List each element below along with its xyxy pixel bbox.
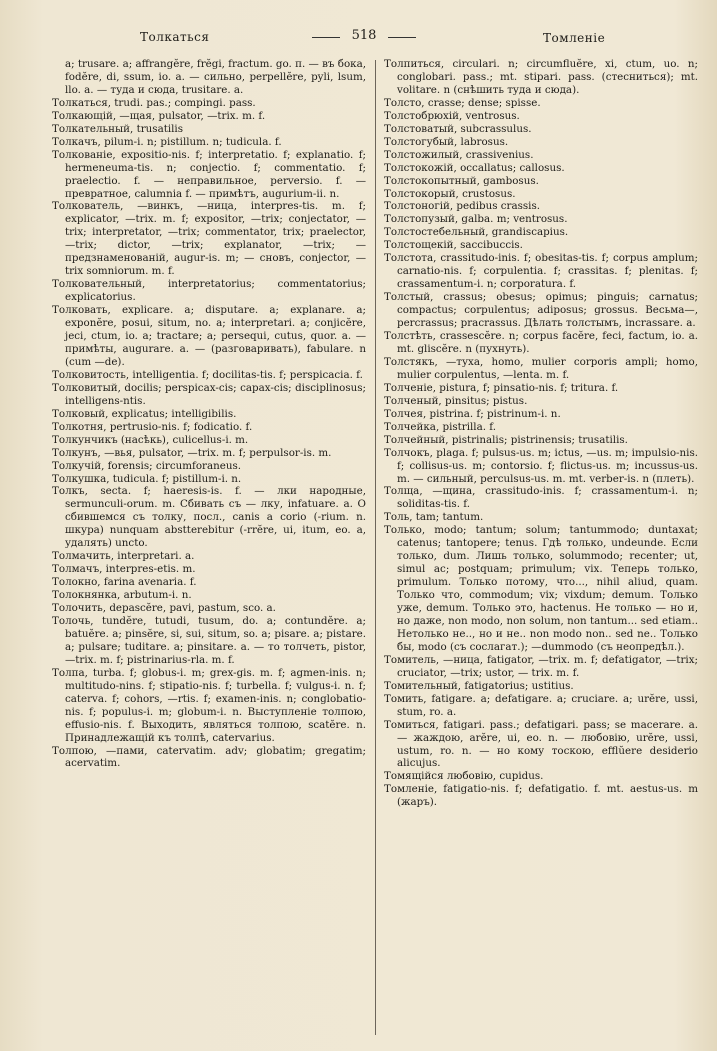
dictionary-entry: Томительный, fatigatorius; ustitius. <box>384 679 574 692</box>
dictionary-entry: Толкотня, pertrusio-nis. f; fodicatio. f. <box>52 420 253 433</box>
running-head-left: Толкаться <box>140 30 210 44</box>
dictionary-entry: Толочить, depascĕre, pavi, pastum, sco. a. <box>52 602 276 615</box>
dictionary-entry: Толкованіе, expositio-nis. f; interpretatio. f; explanatio. f; hermeneuma-tis. n; conjectio. f; commentatio. f; praelectio. f. — неправильное, perversio. f. — превратное, calumnia f. — примѣтъ, augurium-ii. n. <box>52 148 366 200</box>
dictionary-entry: Томящійся любовію, cupidus. <box>384 770 544 783</box>
dictionary-entry: Толковать, explicare. a; disputare. a; explanare. a; exponĕre, posui, situm, no. a; interpretari. a; conjicĕre, jeci, ctum, io. a; tractare; a; persequi, cutus, quor. a. — примѣты, augurare. a. — (разговаривать), fabulare. n (cum —de). <box>52 304 366 368</box>
dictionary-entry: Толковый, explicatus; intelligibilis. <box>52 407 237 420</box>
dictionary-entry: Толчея, pistrina. f; pistrinum-i. n. <box>384 407 561 420</box>
dictionary-entry: Томитель, —ница, fatigator, —trix. m. f; defatigator, —trix; cruciator, —trix; ustor, — trix. m. f. <box>384 653 698 679</box>
dictionary-entry: Толстогубый, labrosus. <box>384 135 509 148</box>
dictionary-entry: Толстота, crassitudo-inis. f; obesitas-tis. f; corpus amplum; carnatio-nis. f; corpulentia. f; crassitas. f; plenitas. f; crassamentum-i. n; corporatura. f. <box>384 252 698 291</box>
dictionary-entry: Толкушка, tudicula. f; pistillum-i. n. <box>52 472 242 485</box>
dictionary-entry: Толчейка, pistrilla. f. <box>384 420 497 433</box>
dictionary-entry: Толстый, crassus; obesus; opimus; pinguis; carnatus; compactus; corpulentus; adiposus; grossus. Весьма—, percrassus; pracrassus. Дѣлать толстымъ, incrassare. a. <box>384 291 698 330</box>
dictionary-entry: Толкователь, —винкъ, —ница, interpres-tis. m. f; explicator, —trix. m. f; expositor, —trix; conjectator, —trix; interpretator, —trix; commentator, trix; praelector, —trix; dictor, —trix; explanator, —trix; — предзнаменованій, augur-is. m; — сновъ, conjector, —trix somniorum. m. f. <box>52 200 366 278</box>
dictionary-entry: Толстощекій, saccibuccis. <box>384 239 523 252</box>
dictionary-entry: Толстоватый, subcrassulus. <box>384 122 532 135</box>
page-header <box>0 30 717 50</box>
dictionary-entry: Толща, —щина, crassitudo-inis. f; crassamentum-i. n; soliditas-tis. f. <box>384 485 698 511</box>
dictionary-entry: Толстокопытный, gambosus. <box>384 174 539 187</box>
dictionary-entry: Толкательный, trusatilis <box>52 122 184 135</box>
dictionary-entry: Только, modo; tantum; solum; tantummodo; duntaxat; catenus; tantopere; tenus. Гдѣ только, undeunde. Если только, dum. Лишь только, solummodo; recenter; ut, simul ac; postquam; primulum; vix. Теперь только, primulum. Только потому, что..., nihil aliud, quam. Только что, commodum; vix; vixdum; demum. Только уже, demum. Только это, hactenus. Не только — но и, но даже, non modo, non solum, non tantum... sed etiam.. Нетолько не.., но и не.. non modo non.. sed ne.. Только бы, modo (съ сослагат.); —dummodo (съ неопредѣл.). <box>384 524 698 653</box>
dictionary-entry: Толстоногій, pedibus crassis. <box>384 200 541 213</box>
dictionary-entry: Толковитость, intelligentia. f; docilitas-tis. f; perspicacia. f. <box>52 368 363 381</box>
dictionary-entry: Толстостебельный, grandiscapius. <box>384 226 569 239</box>
dictionary-entry: Толмачить, interpretari. a. <box>52 550 195 563</box>
dictionary-entry: Толстожилый, crassivenius. <box>384 148 534 161</box>
dictionary-entry: Толкунчикъ (насѣкь), culicellus-i. m. <box>52 433 249 446</box>
dictionary-entry: Толочь, tundĕre, tutudi, tusum, do. a; contundĕre. a; batuĕre. a; pinsĕre, si, sui, situm, so. a; pisare. a; pistare. a; pulsare; tuditare. a; pinsitare. a. — то толчеть, pistor, —trix. m. f; pistrinarius-rla. m. f. <box>52 614 366 666</box>
dictionary-entry: Толченый, pinsitus; pistus. <box>384 394 528 407</box>
dictionary-entry: Толкунъ, —вья, pulsator, —trix. m. f; perpulsor-is. m. <box>52 446 332 459</box>
dictionary-entry: Толстокожій, occallatus; callosus. <box>384 161 565 174</box>
dictionary-entry: Толковательный, interpretatorius; commentatorius; explicatorius. <box>52 278 366 304</box>
dictionary-entry: Толкъ, secta. f; haeresis-is. f. — лки народные, sermunculi-orum. m. Сбивать съ — лку, infatuare. a. О сбившемся съ толку, посл., canis a corio (-rium. n. шкура) nunquam abstterebitur (-rrĕre, ui, itum, eo. a, удалять) uncto. <box>52 485 366 550</box>
dictionary-entry: Толстѣть, crassescĕre. n; corpus facĕre, feci, factum, io. a. mt. gliscĕre. n (пухнуть). <box>384 330 698 355</box>
dictionary-entry: Толь, tam; tantum. <box>384 511 484 524</box>
dictionary-entry: Томиться, fatigari. pass.; defatigari. pass; se macerare. a. — жаждою, arĕre, ui, eo. n. — любовію, urĕre, ussi, ustum, ro. n. — но кому тоскою, efflŭere desiderio alicujus. <box>384 718 698 770</box>
dictionary-entry: Толкающій, —щая, pulsator, —trix. m. f. <box>52 109 266 122</box>
dictionary-entry: Толпою, —пами, catervatim. adv; globatim; gregatim; acervatim. <box>52 744 366 770</box>
column-divider <box>375 60 376 1035</box>
dictionary-entry: Толпа, turba. f; globus-i. m; grex-gis. m. f; agmen-inis. n; multitudo-nins. f; stipatio-nis. f; turbella. f; vulgus-i. n. f; caterva. f; cohors, —rtis. f; examen-inis. n; conglobatio-nis. f; populus-i. m; globum-i. n. Выступленіе толпою, effusio-nis. f. Выходить, являться толпою, scatĕre. n. Принадлежащій къ толпѣ, catervarius. <box>52 666 366 744</box>
dictionary-entry: Толковитый, docilis; perspicax-cis; capax-cis; disciplinosus; intelligens-ntis. <box>52 381 366 407</box>
dictionary-entry: Толсто, crasse; dense; spisse. <box>384 96 541 109</box>
dictionary-entry: Толстопузый, galba. m; ventrosus. <box>384 213 568 226</box>
dictionary-entry: Толкачъ, pilum-i. n; pistillum. n; tudicula. f. <box>52 135 282 148</box>
dictionary-entry: Толокнянка, arbutum-i. n. <box>52 589 192 602</box>
dictionary-entry: Томленіе, fatigatio-nis. f; defatigatio. f. mt. aestus-us. m (жаръ). <box>384 783 698 809</box>
page-number: 518 <box>308 28 420 43</box>
dictionary-entry: Толчокъ, plaga. f; pulsus-us. m; ictus, —us. m; impulsio-nis. f; collisus-us. m; contorsio. f; flictus-us. m; incussus-us. m. — сильный, perculsus-us. m. mt. verber-is. n (плеть). <box>384 446 698 485</box>
dictionary-entry: Толстякъ, —туха, homo, mulier corporis ampli; homo, mulier corpulentus, —lenta. m. f. <box>384 355 698 381</box>
running-head-right: Томленіе <box>543 31 606 45</box>
dictionary-entry: Толмачъ, interpres-etis. m. <box>52 563 196 576</box>
dictionary-entry: a; trusare. a; affrangĕre, frĕgi, fractum. go. п. — въ бока, fodĕre, di, ssum, io. a. — сильно, perpellĕre, pyli, lsum, llo. a. — туда и сюда, trusitare. a. <box>65 58 366 96</box>
dictionary-entry: Толстокорый, crustosus. <box>384 187 516 200</box>
dictionary-entry: Толчейный, pistrinalis; pistrinensis; trusatilis. <box>384 433 628 446</box>
dictionary-entry: Томить, fatigare. a; defatigare. a; cruciare. a; urĕre, ussi, stum, ro. a. <box>384 692 698 718</box>
dictionary-entry: Толпиться, circulari. n; circumfluĕre, xi, ctum, uo. n; conglobari. pass.; mt. stipari. pass. (стесниться); mt. volitare. n (снѣшить туда и сюда). <box>384 58 698 96</box>
dictionary-entry: Толстобрюхій, ventrosus. <box>384 109 520 122</box>
dictionary-entry: Толкаться, trudi. pas.; compingi. pass. <box>52 96 256 109</box>
left-column <box>52 58 366 1043</box>
right-column <box>384 58 698 1043</box>
dictionary-entry: Толкучій, forensis; circumforaneus. <box>52 459 242 472</box>
dictionary-entry: Толокно, farina avenaria. f. <box>52 576 197 589</box>
dictionary-entry: Толченіе, pistura, f; pinsatio-nis. f; tritura. f. <box>384 381 619 394</box>
